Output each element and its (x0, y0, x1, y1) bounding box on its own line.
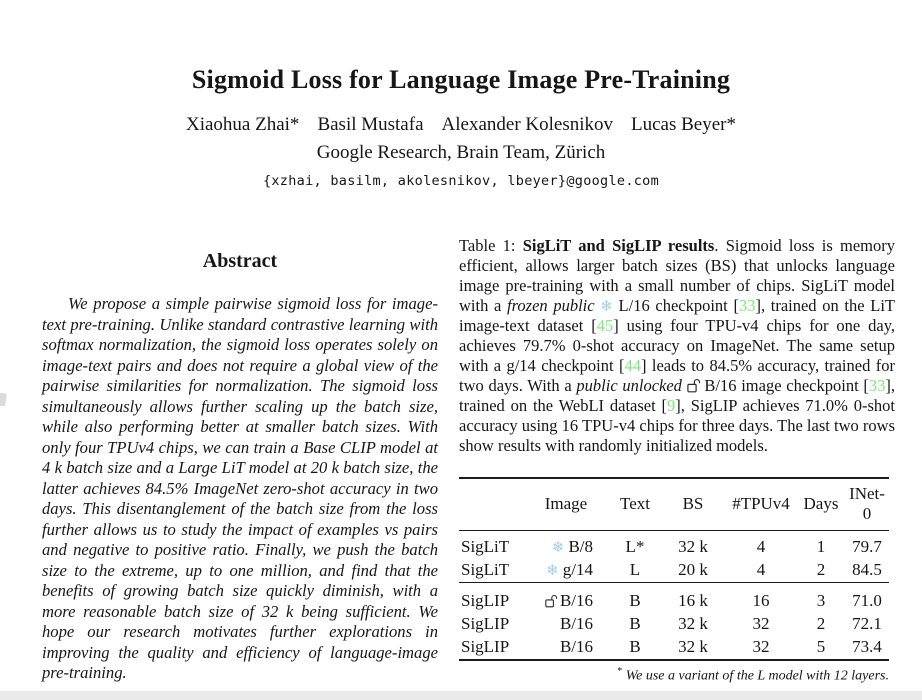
snowflake-icon: ❄ (600, 297, 613, 315)
cell-bs: 32 k (678, 637, 708, 656)
unlock-icon (545, 591, 557, 610)
cell-image-label: B/16 (559, 591, 593, 610)
cell-image (523, 636, 609, 660)
cell-text: L (629, 560, 641, 579)
caption-text: Table 1: (459, 236, 523, 255)
citation-ref[interactable]: 45 (596, 316, 614, 335)
caption-text: ] using four TPU-v4 chips for one day, achieves 79.7% 0-shot accuracy on ImageNet. The same setup with a g/14 checkpoint [ (459, 316, 895, 375)
author-name: Xiaohua Zhai* (186, 114, 300, 135)
cell-model: SigLIP (459, 583, 523, 614)
unlock-icon (687, 376, 700, 395)
cell-inet: 73.4 (852, 637, 882, 656)
cell-model: SigLiT (461, 537, 510, 556)
caption-text: B/16 image checkpoint [ (699, 376, 869, 395)
cell-tpus: 4 (756, 560, 766, 579)
cell-model: SigLiT (461, 560, 510, 579)
cell-text: B (629, 637, 641, 656)
table-caption (459, 236, 895, 456)
abstract-body: We propose a simple pairwise sigmoid loss for image-text pre-training. Unlike standard contrastive learning with softmax normalization, the sigmoid loss operates solely on image-text pairs and does not require a global view of the pairwise similarities for normalization. The sigmoid loss simultaneously allows further scaling up the batch size, while also performing better at smaller batch sizes. With only four TPUv4 chips, we can train a Base CLIP model at 4 k batch size and a Large LiT model at 20 k batch size, the latter achieves 84.5% ImageNet zero-shot accuracy in two days. This disentanglement of the batch size from the loss further allows us to study the impact of examples vs pairs and negative to positive ratio. Finally, we push the batch size to the extreme, up to one million, and find that the benefits of growing batch size quickly diminish, with a more reasonable batch size of 32 k being sufficient. We hope our research motivates further explorations in improving the quality and efficiency of language-image pre-training. (42, 294, 438, 682)
cell-tpus: 16 (725, 583, 797, 614)
caption-text: ] leads to 84.5% accuracy, trained for two days. With a (459, 356, 895, 395)
caption-italic-public-unlocked: public unlocked (576, 376, 682, 395)
cell-image-label: B/16 (559, 614, 593, 633)
results-table (459, 477, 889, 661)
cell-tpus: 32 (752, 614, 770, 633)
author-line (0, 114, 922, 136)
cell-text: B (609, 583, 661, 614)
cell-image-label: B/8 (568, 537, 593, 556)
cell-tpus: 32 (752, 637, 770, 656)
col-header-days: Days (797, 478, 845, 531)
cell-bs: 32 k (678, 537, 708, 556)
col-header-tpus: #TPUv4 (725, 478, 797, 531)
author-name: Lucas Beyer* (631, 114, 736, 135)
table-header-row (459, 478, 889, 531)
left-column (42, 250, 438, 684)
cell-text: L* (625, 537, 645, 556)
cell-image-label: g/14 (562, 560, 593, 579)
caption-text: L/16 checkpoint [ (612, 296, 739, 315)
cell-inet: 71.0 (845, 583, 889, 614)
cell-bs: 16 k (661, 583, 725, 614)
paper-title: Sigmoid Loss for Language Image Pre-Training (191, 65, 731, 95)
abstract-heading: Abstract (202, 250, 278, 272)
caption-bold-title: SigLiT and SigLIP results (522, 236, 715, 255)
cell-model: SigLIP (461, 614, 510, 633)
cell-inet: 72.1 (852, 614, 882, 633)
snowflake-icon: ❄ (546, 561, 559, 579)
footnote-marker: * (617, 666, 623, 677)
caption-text: ], SigLIP achieves 71.0% 0-shot accuracy using 16 TPU-v4 chips for three days. The last two rows show results with randomly initialized models. (459, 396, 896, 455)
snowflake-icon: ❄ (551, 538, 565, 556)
cell-inet: 84.5 (852, 560, 882, 579)
cell-days: 5 (816, 637, 826, 656)
page-edge-artifact (0, 393, 7, 407)
col-header-model (459, 478, 523, 531)
cell-image-label: B/16 (559, 637, 593, 656)
cell-days: 1 (816, 537, 826, 556)
table-row (459, 583, 889, 614)
caption-italic-frozen-public: frozen public (507, 296, 595, 315)
cell-days: 2 (816, 614, 826, 633)
col-header-bs: BS (661, 478, 725, 531)
cell-image (523, 531, 609, 560)
bottom-gray-bar (0, 691, 922, 700)
cell-image (523, 583, 609, 614)
col-header-image: Image (523, 478, 609, 531)
citation-ref[interactable]: 33 (738, 296, 756, 315)
footnote-text: We use a variant of the L model with 12 layers. (622, 668, 889, 684)
citation-ref[interactable]: 9 (667, 396, 676, 415)
caption-text: . Sigmoid loss is memory efficient, allows larger batch sizes (BS) that unlocks language image pre-training with a small number of chips. SigLiT model with a (459, 236, 895, 315)
cell-image (523, 613, 609, 636)
table-row (459, 559, 889, 583)
cell-model: SigLIP (461, 637, 510, 656)
cell-inet: 79.7 (852, 537, 882, 556)
table-row (459, 636, 889, 660)
col-header-text: Text (609, 478, 661, 531)
author-name: Basil Mustafa (317, 114, 424, 135)
caption-text: ], trained on the WebLI dataset [ (459, 376, 896, 415)
email-line: {xzhai, basilm, akolesnikov, lbeyer}@google.com (262, 173, 660, 189)
table-row (459, 613, 889, 636)
cell-days: 2 (816, 560, 826, 579)
col-header-inet: INet-0 (845, 478, 889, 531)
cell-image (523, 559, 609, 583)
author-name: Alexander Kolesnikov (441, 114, 613, 135)
cell-tpus: 4 (756, 537, 766, 556)
table-row (459, 531, 889, 560)
cell-text: B (629, 614, 641, 633)
cell-bs: 20 k (678, 560, 708, 579)
right-column (459, 236, 895, 685)
affiliation: Google Research, Brain Team, Zürich (316, 142, 606, 163)
table-footnote (459, 666, 889, 685)
results-table-wrap (459, 477, 889, 685)
cell-days: 3 (797, 583, 845, 614)
citation-ref[interactable]: 44 (624, 356, 641, 375)
caption-text: ], trained on the LiT image-text dataset [ (459, 296, 895, 335)
cell-bs: 32 k (678, 614, 708, 633)
citation-ref[interactable]: 33 (868, 376, 886, 395)
